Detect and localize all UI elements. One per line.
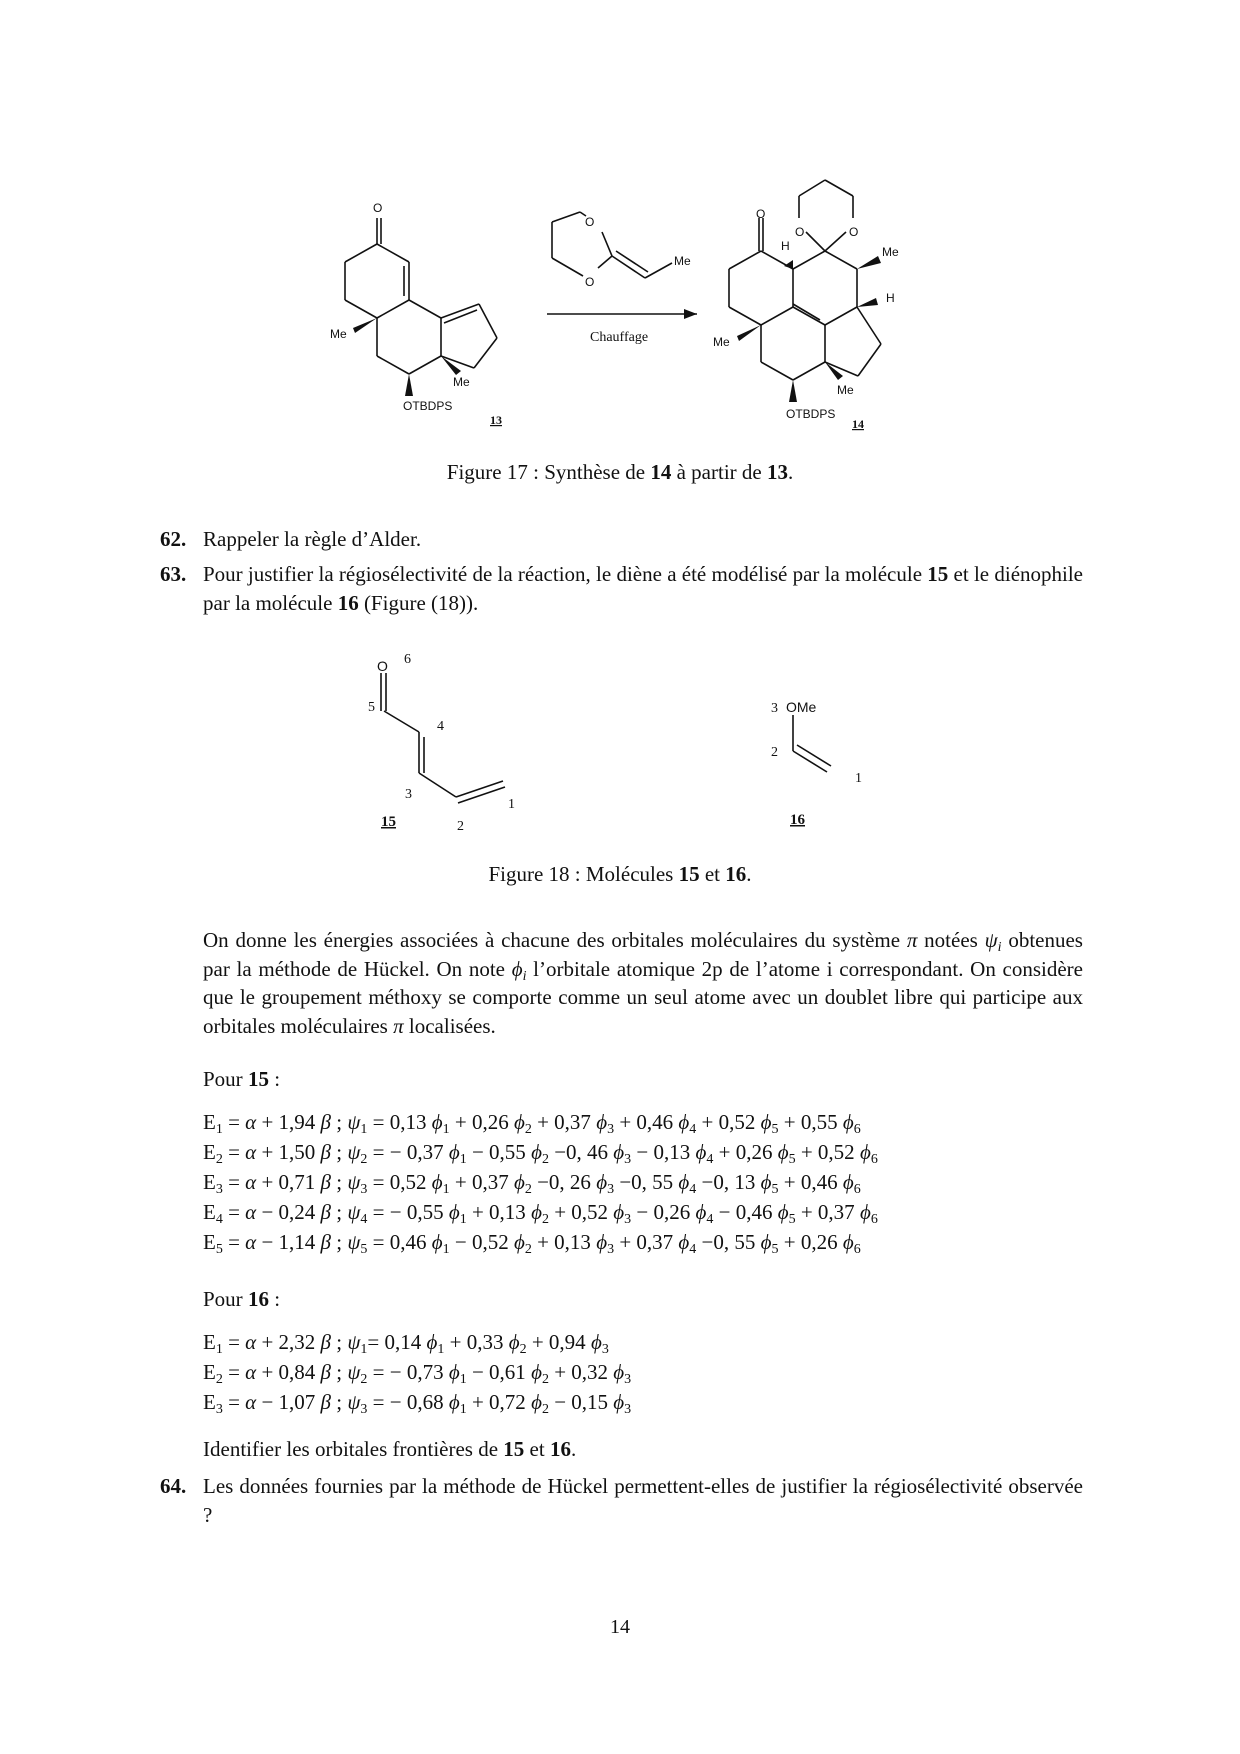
c13-ketone-O: O — [373, 201, 383, 215]
m15-num-6: 6 — [404, 652, 411, 667]
m15-label: 15 — [381, 814, 396, 830]
c14-H-2: H — [886, 291, 895, 305]
m15-num-4: 4 — [437, 719, 444, 734]
orbital-16-2: $E_2 = \alpha + 0,84$ β ; $\psi_2$ = − 0,73 $\phi_1 - 0,61$ $\phi_2 + 0,32$ $\phi_3$ — [203, 1360, 632, 1387]
reagent-O-2: O — [585, 275, 595, 289]
c14-ketone-O: O — [756, 207, 766, 221]
pour-15: Pour 15 : — [203, 1067, 281, 1091]
m16-num-2: 2 — [771, 745, 778, 760]
m16-num-1: 1 — [855, 771, 862, 786]
c13-me-1: Me — [330, 327, 347, 341]
m15-O: O — [377, 658, 388, 674]
question-64-text: Les données fournies par la méthode de Hückel permettent-elles de justifier la régiosélectivité observée ? — [203, 1474, 1083, 1527]
m16-num-3: 3 — [771, 701, 778, 716]
c14-O-1: O — [795, 225, 805, 239]
orbital-15-1: $E_1 = \alpha + 1,94$ β ; $\psi_1 = 0,13$ $\phi_1 + 0,26$ $\phi_2 + 0,37$ $\phi_3 + 0,46$ $\phi_4 + 0,52$ $\phi_5 + 0,55$ $\phi_6$ — [203, 1110, 861, 1137]
question-64 — [0, 1472, 1240, 1532]
c14-H-1: H — [781, 239, 790, 253]
reagent-me: Me — [674, 254, 691, 268]
c14-me-3: Me — [837, 383, 854, 397]
orbital-15-4: $E_4 = \alpha - 0,24$ β ; $\psi_4$ = − 0,55 $\phi_1 + 0,13$ $\phi_2 + 0,52$ $\phi_3 - 0,26$ $\phi_4 - 0,46$ $\phi_5 + 0,37$ $\phi_6$ — [203, 1200, 878, 1227]
orbital-15-5: $E_5 = \alpha - 1,14$ β ; $\psi_5 = 0,46$ $\phi_1 - 0,52$ $\phi_2 + 0,13$ $\phi_3 + 0,37$ $\phi_4 -0$, 55 $\phi_5 + 0,26$ $\phi_6$ — [203, 1230, 861, 1257]
m16-ome: OMe — [786, 699, 817, 715]
figure-17-caption: Figure 17 : Synthèse de 14 à partir de 13. — [446, 460, 794, 484]
question-62-text: Rappeler la règle d’Alder. — [203, 527, 422, 551]
c14-me-1: Me — [882, 245, 899, 259]
question-64-number: 64. — [160, 1474, 187, 1498]
c14-otbdps: OTBDPS — [786, 407, 836, 421]
m15-num-5: 5 — [368, 700, 375, 715]
c13-label: 13 — [490, 413, 502, 427]
c13-otbdps: OTBDPS — [403, 399, 453, 413]
page-number: 14 — [610, 1616, 630, 1638]
reaction-condition: Chauffage — [590, 330, 649, 345]
m15-num-1: 1 — [508, 797, 515, 812]
m15-num-2: 2 — [457, 819, 464, 834]
c14-me-2: Me — [713, 335, 730, 349]
intro-paragraph: On donne les énergies associées à chacune des orbitales moléculaires du système π notées $\psi_i$ obtenues par la méthode de Hückel. On note $\phi_i$ l’orbitale atomique 2p de l’atome i correspondant. On considère que le groupement méthoxy se comporte comme un seul atome avec un doublet libre qui participe aux orbitales moléculaires π localisées. — [203, 928, 1083, 1038]
c14-O-2: O — [849, 225, 859, 239]
figure-18-caption: Figure 18 : Molécules 15 et 16. — [488, 862, 752, 886]
reagent-O-1: O — [585, 215, 595, 229]
question-62-number: 62. — [160, 527, 187, 551]
c14-label: 14 — [852, 417, 864, 431]
identify-instruction: Identifier les orbitales frontières de 15 et 16. — [203, 1437, 577, 1461]
m16-label: 16 — [790, 812, 805, 828]
question-63-text: Pour justifier la régiosélectivité de la réaction, le diène a été modélisé par la molécule 15 et le diénophile par la molécule 16 (Figure (18)). — [203, 562, 1083, 615]
pour-16: Pour 16 : — [203, 1287, 281, 1311]
orbital-16-1: $E_1 = \alpha + 2,32$ β ; $\psi_1= 0,14$ $\phi_1 + 0,33$ $\phi_2 + 0,94$ $\phi_3$ — [203, 1330, 609, 1357]
question-63-number: 63. — [160, 562, 187, 586]
orbital-16-3: $E_3 = \alpha - 1,07$ β ; $\psi_3$ = − 0,68 $\phi_1 + 0,72$ $\phi_2 - 0,15$ $\phi_3$ — [203, 1390, 632, 1417]
c13-me-2: Me — [453, 375, 470, 389]
m15-num-3: 3 — [405, 787, 412, 802]
orbital-15-3: $E_3 = \alpha + 0,71$ β ; $\psi_3 = 0,52$ $\phi_1 + 0,37$ $\phi_2 -0$, 26 $\phi_3 -0$, 55 $\phi_4 -0$, 13 $\phi_5 + 0,46$ $\phi_6$ — [203, 1170, 861, 1197]
orbital-15-2: $E_2 = \alpha + 1,50$ β ; $\psi_2$ = − 0,37 $\phi_1 - 0,55$ $\phi_2 -0$, 46 $\phi_3 - 0,13$ $\phi_4 + 0,26$ $\phi_5 + 0,52$ $\phi_6$ — [203, 1140, 878, 1167]
